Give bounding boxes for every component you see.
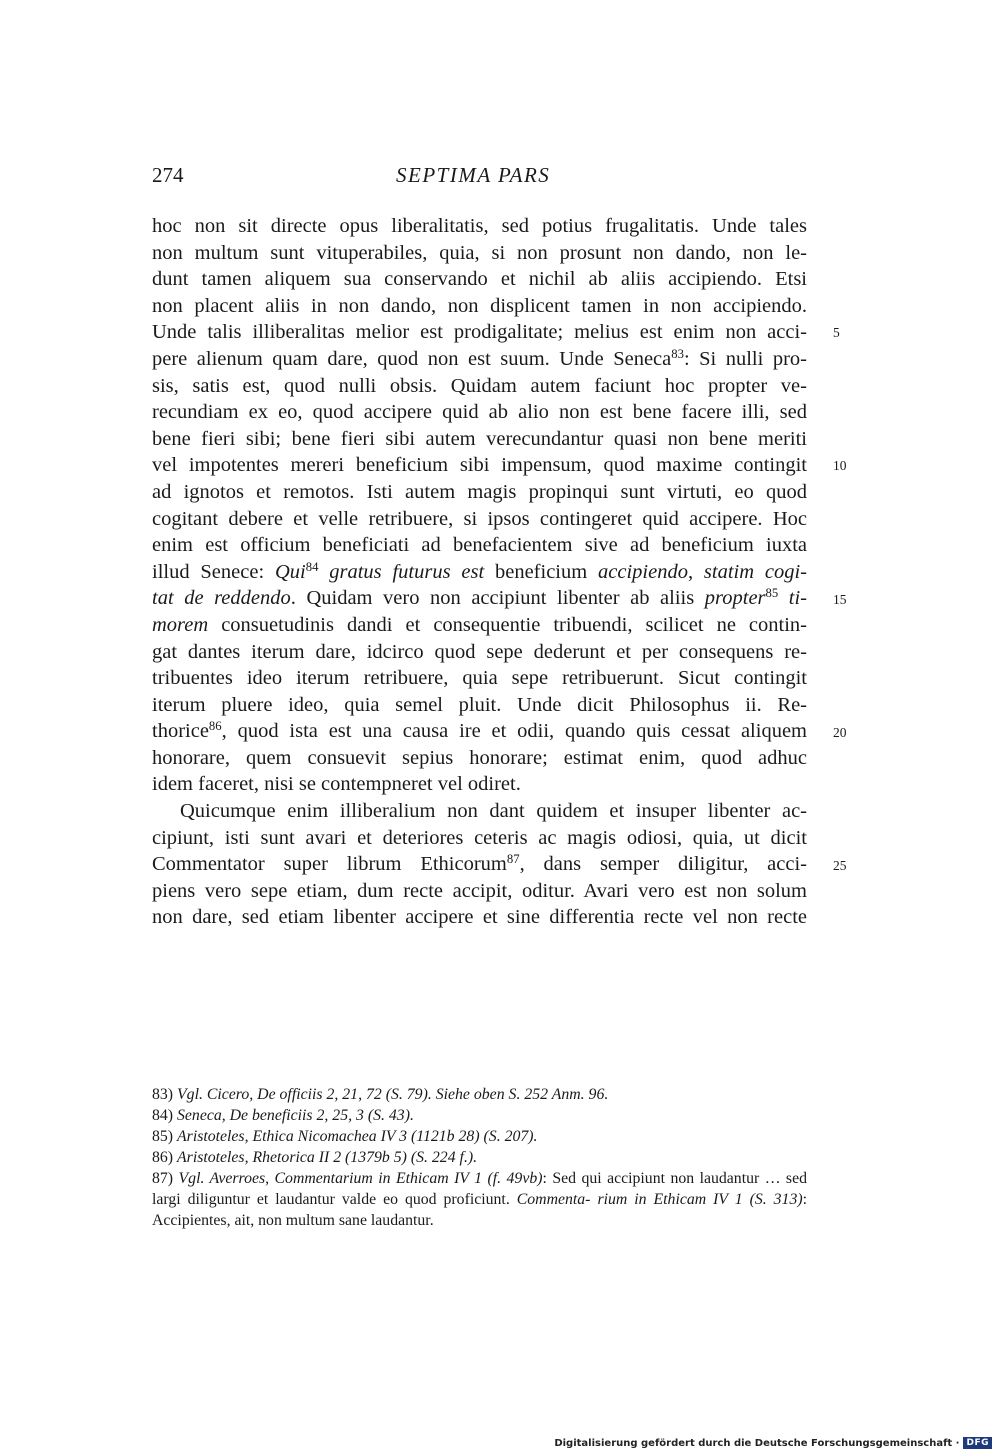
footnote-text: Commenta-: [516, 1191, 591, 1208]
text-line: [152, 851, 807, 878]
text-line: ad ignotos et remotos. Isti autem magis propinqui sunt virtuti, eo quod: [152, 480, 807, 503]
text-line: [152, 559, 807, 586]
footnote-number: 85): [152, 1128, 174, 1145]
footnote-number: 87): [152, 1170, 174, 1187]
text-line: recundiam ex eo, quod accipere quid ab alio non est bene facere illi, sed: [152, 401, 807, 424]
text-line: non dare, sed etiam libenter accipere et sine differentia recte vel non recte: [152, 906, 807, 929]
text-segment: Commentator super librum Ethicorum: [152, 853, 507, 876]
text-segment: ,: [687, 560, 704, 583]
text-segment: consuetudinis dandi et consequentie tribuendi, scilicet ne contin-: [208, 613, 807, 636]
italic-quote: statim cogi-: [703, 560, 807, 583]
footnote-text: Aristoteles, Ethica Nicomachea IV 3 (1121b 28) (S. 207).: [177, 1128, 538, 1145]
text-line: cipiunt, isti sunt avari et deteriores ceteris ac magis odiosi, quia, ut dicit: [152, 826, 807, 849]
text-line: non multum sunt vituperabiles, quia, si non prosunt non dando, non le-: [152, 241, 807, 264]
text-segment: illud Senece:: [152, 560, 275, 583]
digitization-credit: [554, 1437, 992, 1449]
footnote-number: 83): [152, 1086, 174, 1103]
line-number: 10: [833, 458, 847, 473]
footnote-ref-85[interactable]: 85: [765, 586, 779, 601]
footnote-text: Vgl. Averroes, Commentarium in Ethicam IV 1 (f. 49vb): [178, 1170, 543, 1187]
text-line: [152, 718, 807, 745]
text-line: idem faceret, nisi se contempneret vel odiret.: [152, 773, 521, 796]
italic-quote: propter: [704, 587, 766, 610]
dfg-logo: DFG: [963, 1437, 992, 1449]
text-line: sis, satis est, quod nulli obsis. Quidam autem faciunt hoc propter ve-: [152, 374, 807, 397]
text-segment: pere alienum quam dare, quod non est suum. Unde Seneca: [152, 347, 672, 370]
footnotes: [152, 1084, 807, 1231]
footnote-85: [152, 1126, 807, 1147]
footnote-number: 86): [152, 1149, 174, 1166]
page-number: 274: [152, 163, 184, 187]
text-line: enim est officium beneficiati ad benefacientem sive ad beneficium iuxta: [152, 534, 807, 557]
italic-quote: Qui: [274, 560, 306, 583]
text-line: honorare, quem consuevit sepius honorare; estimat enim, quod adhuc: [152, 746, 807, 769]
footnote-text: Seneca, De beneficiis 2, 25, 3 (S. 43).: [177, 1107, 414, 1124]
text-line: [152, 346, 807, 373]
footnote-ref-86[interactable]: 86: [208, 719, 222, 734]
text-line: [152, 585, 807, 612]
footnote-text: rium in Ethicam IV 1 (S. 313): [597, 1191, 803, 1208]
text-segment: , quod ista est una causa ire et odii, quando quis cessat aliquem: [221, 720, 807, 743]
line-number: 20: [833, 725, 847, 740]
footnote-text: : Sed qui accipiunt non: [542, 1170, 695, 1187]
text-line: gat dantes iterum dare, idcirco quod sepe dederunt et per consequens re-: [152, 640, 807, 663]
line-number: 25: [833, 858, 847, 873]
footnote-text: Aristoteles, Rhetorica II 2 (1379b 5) (S. 224 f.).: [177, 1149, 478, 1166]
footnote-ref-87[interactable]: 87: [506, 852, 520, 867]
italic-quote: tat de reddendo: [152, 587, 291, 610]
text-segment: thorice: [152, 720, 209, 743]
line-number: 5: [833, 325, 840, 340]
footnote-text: laudantur … sed largi diliguntur et laudantur valde eo quod proficiunt.: [152, 1170, 807, 1208]
text-line: bene fieri sibi; bene fieri sibi autem verecundantur quasi non bene meriti: [152, 427, 807, 450]
text-line: cogitant debere et velle retribuere, si ipsos contingeret quid accipere. Hoc: [152, 507, 807, 530]
text-line: iterum pluere ideo, quia semel pluit. Unde dicit Philosophus ii. Re-: [152, 693, 807, 716]
footnote-84: [152, 1105, 807, 1126]
footnote-text: : Accipientes, ait, non multum sane laudantur.: [152, 1191, 808, 1229]
footnote-83: [152, 1084, 807, 1105]
footnote-number: 84): [152, 1107, 174, 1124]
italic-quote: accipiendo: [598, 560, 688, 583]
text-line: non placent aliis in non dando, non displicent tamen in non accipiendo.: [152, 294, 807, 317]
text-segment: beneficium: [484, 560, 599, 583]
body-text: [152, 213, 807, 931]
footnote-86: [152, 1147, 807, 1168]
text-line: Quicumque enim illiberalium non dant quidem et insuper libenter ac-: [180, 800, 807, 823]
footnote-text: Vgl. Cicero, De officiis 2, 21, 72 (S. 79). Siehe oben S. 252 Anm. 96.: [177, 1086, 609, 1103]
text-line: Unde talis illiberalitas melior est prodigalitate; melius est enim non acci-: [152, 321, 807, 344]
footnote-87: [152, 1168, 807, 1231]
text-line: hoc non sit directe opus liberalitatis, sed potius frugalitatis. Unde tales: [152, 215, 807, 237]
text-line: dunt tamen aliquem sua conservando et nichil ab aliis accipiendo. Etsi: [152, 268, 807, 291]
text-segment: , dans semper diligitur, acci-: [519, 853, 807, 876]
text-segment: . Quidam vero non accipiunt libenter ab aliis: [290, 587, 705, 610]
text-segment: : Si nulli pro-: [683, 347, 807, 370]
text-line: piens vero sepe etiam, dum recte accipit, oditur. Avari vero est non solum: [152, 879, 807, 902]
text-line: vel impotentes mereri beneficium sibi impensum, quod maxime contingit: [152, 454, 807, 477]
footnote-ref-83[interactable]: 83: [671, 346, 684, 361]
credit-text: Digitalisierung gefördert durch die Deutsche Forschungsgemeinschaft ·: [554, 1437, 960, 1449]
italic-quote: gratus futurus est: [318, 560, 485, 583]
line-number: 15: [833, 592, 847, 607]
footnote-ref-84[interactable]: 84: [305, 559, 319, 574]
italic-quote: ti-: [778, 587, 808, 610]
italic-quote: morem: [152, 613, 209, 636]
running-head: SEPTIMA PARS: [396, 163, 551, 187]
text-line: [152, 612, 807, 639]
text-line: tribuentes ideo iterum retribuere, quia sepe retribuerunt. Sicut contingit: [152, 667, 807, 690]
